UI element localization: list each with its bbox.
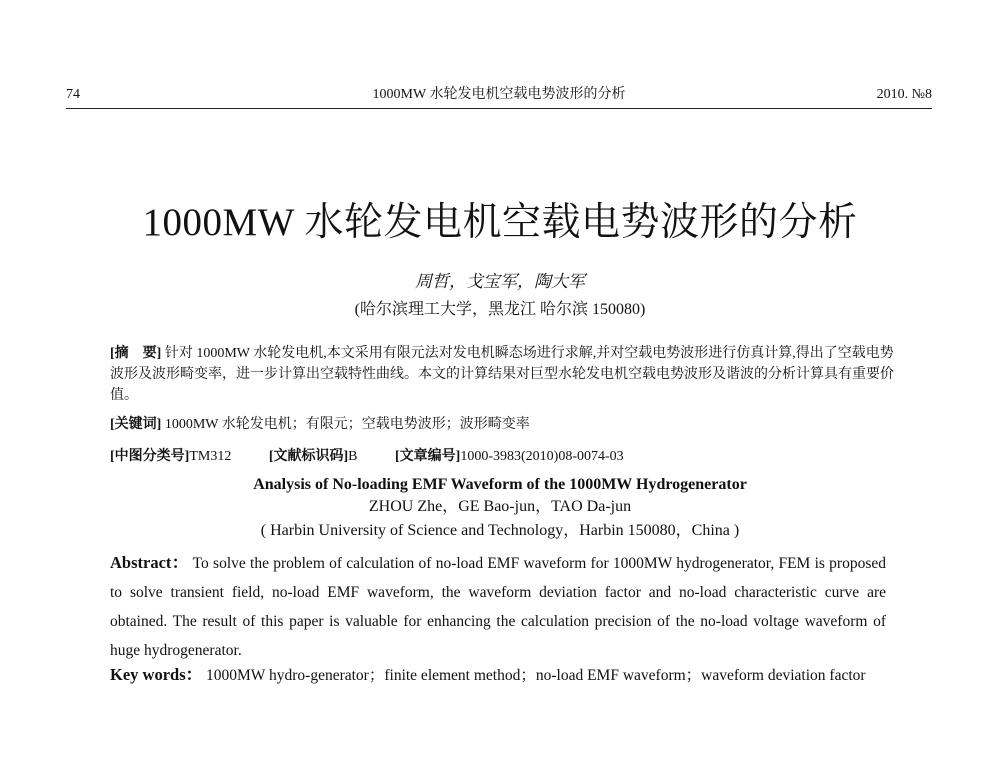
header-rule (66, 108, 932, 109)
english-authors: ZHOU Zhe，GE Bao-jun，TAO Da-jun (368, 498, 632, 515)
abstract-label: [摘 要] (110, 346, 162, 361)
keywords-label: [关键词] (110, 417, 162, 432)
article-number-label: [文章编号] (395, 449, 461, 464)
article-number-value: 1000-3983(2010)08-0074-03 (460, 449, 624, 464)
clc-label: [中图分类号] (110, 449, 190, 464)
classification-line (110, 446, 900, 467)
article-authors: 周哲，戈宝军，陶大军 (415, 272, 585, 291)
doc-code-value: B (348, 449, 358, 464)
doc-code-label: [文献标识码] (268, 449, 349, 464)
issue-number: 2010. №8 (876, 87, 932, 102)
article-title: 1000MW 水轮发电机空载电势波形的分析 (142, 201, 858, 244)
chinese-keywords (110, 414, 900, 435)
chinese-abstract (110, 343, 900, 406)
keywords-text: 1000MW 水轮发电机；有限元；空载电势波形；波形畸变率 (164, 417, 530, 432)
clc-value: TM312 (189, 449, 232, 464)
running-header (66, 84, 932, 106)
english-keywords-text: 1000MW hydro-generator；finite element method；no-load EMF waveform；waveform deviation factor (206, 667, 866, 684)
english-title: Analysis of No-loading EMF Waveform of the 1000MW Hydrogenerator (253, 476, 747, 493)
abstract-text: 针对 1000MW 水轮发电机,本文采用有限元法对发电机瞬态场进行求解,并对空载电势波形进行仿真计算,得出了空载电势波形及波形畸变率，进一步计算出空载特性曲线。本文的计算结果对巨型水轮发电机空载电势波形及谐波的分析计算具有重要价值。 (110, 346, 894, 403)
article-affiliation: (哈尔滨理工大学，黑龙江 哈尔滨 150080) (354, 301, 646, 318)
english-keywords (110, 660, 886, 690)
running-title: 1000MW 水轮发电机空载电势波形的分析 (372, 87, 626, 102)
page-number: 74 (66, 87, 80, 102)
english-abstract-text: To solve the problem of calculation of no-load EMF waveform for 1000MW hydrogenerator, FEM is proposed to solve transient field, no-load EMF waveform, the waveform deviation factor and no-load characteristic curve are obtained. The result of this paper is valuable for enhancing the calculation precision of the no-load voltage waveform of huge hydrogenerator. (110, 555, 886, 659)
english-affiliation: ( Harbin University of Science and Technology，Harbin 150080，China ) (260, 522, 740, 539)
english-keywords-label: Key words： (110, 665, 203, 684)
english-abstract-label: Abstract： (110, 553, 189, 572)
english-abstract (110, 548, 886, 665)
